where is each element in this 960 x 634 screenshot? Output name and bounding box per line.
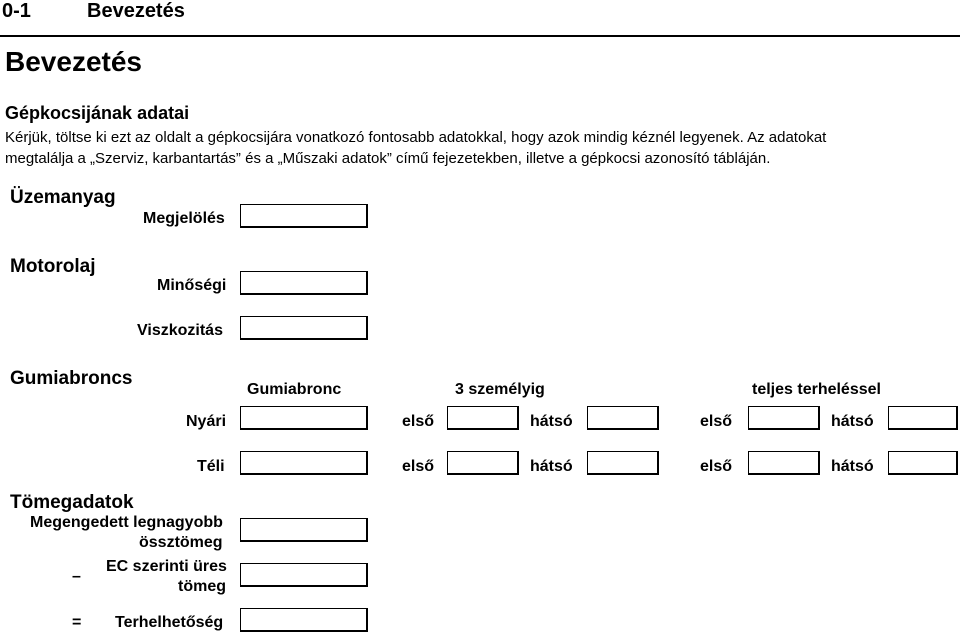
winter-row-label: Téli	[197, 458, 225, 475]
full-load-header: teljes terheléssel	[752, 381, 881, 398]
equals-sign: =	[72, 614, 82, 631]
header-divider	[0, 35, 960, 37]
oil-quality-field[interactable]	[240, 271, 368, 295]
intro-line-2: megtalálja a „Szerviz, karbantartás” és a „Műszaki adatok” című fejezetekben, illetve a gépkocsi azonosító tábláján.	[5, 150, 771, 167]
oil-quality-label: Minőségi	[157, 277, 227, 294]
winter-tyre-field[interactable]	[240, 451, 368, 475]
winter-front-full-field[interactable]	[748, 451, 820, 475]
tyre-column-header: Gumiabronc	[247, 381, 342, 398]
winter-front-3-label: első	[402, 458, 435, 475]
winter-rear-full-label: hátsó	[831, 458, 874, 475]
ec-empty-label-line-1: EC szerinti üres	[106, 558, 227, 575]
summer-rear-3-field[interactable]	[587, 406, 659, 430]
summer-front-full-label: első	[700, 413, 733, 430]
summer-front-full-field[interactable]	[748, 406, 820, 430]
intro-line-1: Kérjük, töltse ki ezt az oldalt a gépkocsijára vonatkozó fontosabb adatokkal, hogy azok mindig kéznél legyenek. Az adatokat	[5, 129, 827, 146]
winter-front-full-label: első	[700, 458, 733, 475]
fuel-designation-field[interactable]	[240, 204, 368, 228]
page-title: Bevezetés	[5, 46, 142, 77]
winter-front-3-field[interactable]	[447, 451, 519, 475]
ec-empty-weight-field[interactable]	[240, 563, 368, 587]
up-to-3-persons-header: 3 személyig	[455, 381, 545, 398]
chapter-title: Bevezetés	[87, 0, 185, 22]
max-gross-label-line-1: Megengedett legnagyobb	[30, 514, 223, 531]
summer-tyre-field[interactable]	[240, 406, 368, 430]
payload-label: Terhelhetőség	[115, 614, 224, 631]
page-number: 0-1	[2, 0, 31, 22]
summer-row-label: Nyári	[186, 413, 227, 430]
summer-rear-3-label: hátsó	[530, 413, 573, 430]
engine-oil-heading: Motorolaj	[10, 256, 96, 277]
minus-sign: –	[72, 568, 81, 585]
weights-heading: Tömegadatok	[10, 492, 134, 513]
fuel-designation-label: Megjelölés	[143, 210, 225, 227]
payload-field[interactable]	[240, 608, 368, 632]
section-subtitle: Gépkocsijának adatai	[5, 103, 190, 123]
max-gross-label-line-2: össztömeg	[139, 534, 223, 551]
summer-front-3-label: első	[402, 413, 435, 430]
summer-rear-full-field[interactable]	[888, 406, 958, 430]
summer-front-3-field[interactable]	[447, 406, 519, 430]
winter-rear-3-field[interactable]	[587, 451, 659, 475]
oil-viscosity-field[interactable]	[240, 316, 368, 340]
summer-rear-full-label: hátsó	[831, 413, 874, 430]
fuel-heading: Üzemanyag	[10, 187, 116, 208]
ec-empty-label-line-2: tömeg	[178, 578, 226, 595]
winter-rear-3-label: hátsó	[530, 458, 573, 475]
max-gross-weight-field[interactable]	[240, 518, 368, 542]
tyres-heading: Gumiabroncs	[10, 368, 133, 389]
oil-viscosity-label: Viszkozitás	[137, 322, 223, 339]
winter-rear-full-field[interactable]	[888, 451, 958, 475]
